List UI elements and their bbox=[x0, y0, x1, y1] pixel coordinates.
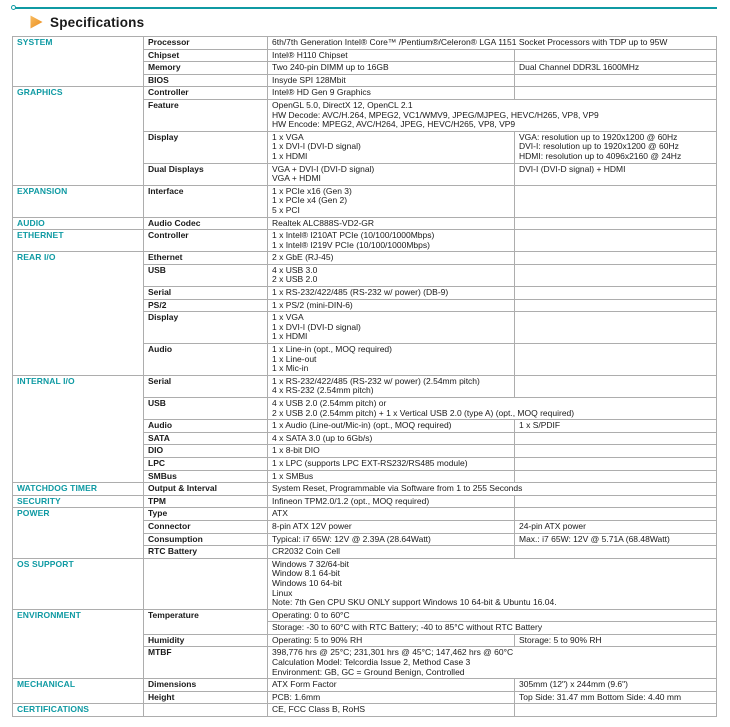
spec-label: Audio bbox=[144, 420, 268, 433]
spec-line: 1 x LPC (supports LPC EXT-RS232/RS485 module) bbox=[272, 457, 468, 468]
spec-value-right bbox=[515, 691, 717, 704]
spec-line: 4 x RS-232 (2.54mm pitch) bbox=[272, 385, 374, 396]
spec-line: 1 x VGA bbox=[272, 312, 304, 323]
spec-label: DIO bbox=[144, 445, 268, 458]
category-internal-i-o: INTERNAL I/O bbox=[13, 375, 144, 482]
spec-value-right bbox=[515, 432, 717, 445]
spec-line: 4 x SATA 3.0 (up to 6Gb/s) bbox=[272, 432, 373, 443]
spec-line: 1 x Line-in (opt., MOQ required) bbox=[272, 344, 392, 355]
spec-value bbox=[268, 470, 515, 483]
spec-line: 8-pin ATX 12V power bbox=[272, 520, 352, 531]
spec-line: 1 x Mic-in bbox=[272, 363, 309, 374]
spec-line: System Reset, Programmable via Software from 1 to 255 Seconds bbox=[272, 483, 523, 494]
spec-line: 305mm (12") x 244mm (9.6") bbox=[519, 679, 629, 690]
spec-value bbox=[268, 445, 515, 458]
spec-value-right bbox=[515, 185, 717, 217]
spec-value bbox=[268, 375, 515, 397]
spec-label: Connector bbox=[144, 520, 268, 533]
spec-line: HW Decode: AVC/H.264, MPEG2, VC1/WMV9, JPEG/MJPEG, HEVC/H265, VP8, VP9 bbox=[272, 109, 599, 120]
spec-row bbox=[13, 87, 717, 100]
spec-line: 4 x USB 2.0 (2.54mm pitch) or bbox=[272, 398, 387, 408]
spec-label: PS/2 bbox=[144, 299, 268, 312]
spec-row bbox=[13, 558, 717, 609]
spec-line: Operating: 5 to 90% RH bbox=[272, 634, 363, 645]
spec-value bbox=[268, 62, 515, 75]
spec-value-right bbox=[515, 344, 717, 376]
spec-line: Typical: i7 65W: 12V @ 2.39A (28.64Watt) bbox=[272, 533, 431, 544]
spec-value-right bbox=[515, 445, 717, 458]
spec-label: Dimensions bbox=[144, 679, 268, 692]
spec-label: Serial bbox=[144, 287, 268, 300]
spec-row bbox=[13, 508, 717, 521]
spec-label: Humidity bbox=[144, 634, 268, 647]
spec-line: 1 x PCIe x4 (Gen 2) bbox=[272, 195, 348, 206]
category-mechanical: MECHANICAL bbox=[13, 679, 144, 704]
spec-value bbox=[268, 679, 515, 692]
spec-value-right bbox=[515, 375, 717, 397]
spec-row bbox=[13, 679, 717, 692]
section-header bbox=[30, 14, 730, 30]
category-os-support: OS SUPPORT bbox=[13, 558, 144, 609]
spec-line: ATX bbox=[272, 508, 288, 519]
spec-value bbox=[268, 432, 515, 445]
spec-label: Ethernet bbox=[144, 252, 268, 265]
category-system: SYSTEM bbox=[13, 37, 144, 87]
spec-label: Display bbox=[144, 312, 268, 344]
spec-value bbox=[268, 634, 515, 647]
spec-row bbox=[13, 252, 717, 265]
spec-label: Processor bbox=[144, 37, 268, 50]
spec-line: Environment: GB, GC = Ground Benign, Controlled bbox=[272, 666, 465, 677]
spec-line: 1 x PS/2 (mini-DIN-6) bbox=[272, 299, 353, 310]
spec-value-right bbox=[515, 230, 717, 252]
specifications-table bbox=[12, 36, 717, 717]
spec-row bbox=[13, 375, 717, 397]
category-ethernet: ETHERNET bbox=[13, 230, 144, 252]
spec-value-right bbox=[515, 217, 717, 230]
spec-label: Temperature bbox=[144, 609, 268, 634]
spec-line: 4 x USB 3.0 bbox=[272, 264, 318, 275]
spec-value bbox=[268, 546, 515, 559]
spec-label: BIOS bbox=[144, 74, 268, 87]
spec-value-right bbox=[515, 299, 717, 312]
spec-row bbox=[13, 483, 717, 496]
spec-label: RTC Battery bbox=[144, 546, 268, 559]
category-power: POWER bbox=[13, 508, 144, 558]
spec-value bbox=[268, 520, 515, 533]
spec-label: Type bbox=[144, 508, 268, 521]
spec-label: MTBF bbox=[144, 647, 268, 679]
spec-value-right bbox=[515, 679, 717, 692]
spec-value-right bbox=[515, 74, 717, 87]
spec-line: VGA + HDMI bbox=[272, 173, 321, 184]
spec-value bbox=[268, 49, 515, 62]
spec-row bbox=[13, 704, 717, 717]
spec-label: Chipset bbox=[144, 49, 268, 62]
spec-value bbox=[268, 312, 515, 344]
category-rear-i-o: REAR I/O bbox=[13, 252, 144, 376]
spec-line: Insyde SPI 128Mbit bbox=[272, 74, 346, 85]
category-expansion: EXPANSION bbox=[13, 185, 144, 217]
spec-value-right bbox=[515, 287, 717, 300]
spec-line: ATX Form Factor bbox=[272, 679, 337, 690]
category-graphics: GRAPHICS bbox=[13, 87, 144, 185]
spec-label: SATA bbox=[144, 432, 268, 445]
spec-sheet-page bbox=[0, 7, 730, 727]
spec-line: 2 x USB 2.0 bbox=[272, 274, 318, 285]
spec-value-right bbox=[515, 420, 717, 433]
spec-line: 1 x Audio (Line-out/Mic-in) (opt., MOQ required) bbox=[272, 420, 452, 431]
spec-label: LPC bbox=[144, 457, 268, 470]
spec-line: Linux bbox=[272, 587, 293, 598]
spec-row bbox=[13, 37, 717, 50]
spec-line: OpenGL 5.0, DirectX 12, OpenCL 2.1 bbox=[272, 99, 413, 110]
category-watchdog-timer: WATCHDOG TIMER bbox=[13, 483, 144, 496]
spec-value bbox=[268, 230, 515, 252]
spec-line: CE, FCC Class B, RoHS bbox=[272, 704, 366, 715]
spec-row bbox=[13, 609, 717, 622]
spec-label: SMBus bbox=[144, 470, 268, 483]
spec-line: 1 x RS-232/422/485 (RS-232 w/ power) (2.54mm pitch) bbox=[272, 375, 480, 386]
spec-value bbox=[268, 609, 717, 622]
spec-value bbox=[268, 558, 717, 609]
spec-line: 1 x HDMI bbox=[272, 331, 308, 342]
spec-value bbox=[268, 398, 717, 420]
spec-value-right bbox=[515, 49, 717, 62]
spec-value-right bbox=[515, 533, 717, 546]
spec-value-right bbox=[515, 508, 717, 521]
spec-value-right bbox=[515, 457, 717, 470]
spec-line: 6th/7th Generation Intel® Core™ /Pentium®/Celeron® LGA 1151 Socket Processors with TDP up to 95W bbox=[272, 37, 668, 47]
spec-line: Intel® H110 Chipset bbox=[272, 49, 348, 60]
spec-value bbox=[268, 163, 515, 185]
spec-line: 1 x Line-out bbox=[272, 353, 317, 364]
spec-label: Controller bbox=[144, 230, 268, 252]
spec-line: Windows 7 32/64-bit bbox=[272, 558, 350, 569]
spec-label: Audio Codec bbox=[144, 217, 268, 230]
spec-label: Output & Interval bbox=[144, 483, 268, 496]
spec-line: Top Side: 31.47 mm Bottom Side: 4.40 mm bbox=[519, 691, 682, 702]
spec-label: USB bbox=[144, 398, 268, 420]
spec-value-right bbox=[515, 87, 717, 100]
spec-line: Max.: i7 65W: 12V @ 5.71A (68.48Watt) bbox=[519, 533, 670, 544]
spec-line: 1 x Intel® I210AT PCIe (10/100/1000Mbps) bbox=[272, 230, 435, 241]
spec-label: Controller bbox=[144, 87, 268, 100]
spec-value bbox=[268, 217, 515, 230]
spec-row bbox=[13, 185, 717, 217]
spec-line: PCB: 1.6mm bbox=[272, 691, 321, 702]
spec-value bbox=[268, 508, 515, 521]
spec-value-right bbox=[515, 252, 717, 265]
spec-value bbox=[268, 74, 515, 87]
spec-label bbox=[144, 704, 268, 717]
spec-line: 2 x USB 2.0 (2.54mm pitch) + 1 x Vertical USB 2.0 (type A) (opt., MOQ required) bbox=[272, 407, 575, 418]
spec-label: Dual Displays bbox=[144, 163, 268, 185]
spec-row bbox=[13, 230, 717, 252]
spec-line: Window 8.1 64-bit bbox=[272, 568, 341, 579]
spec-value bbox=[268, 420, 515, 433]
category-audio: AUDIO bbox=[13, 217, 144, 230]
spec-row bbox=[13, 217, 717, 230]
spec-line: Note: 7th Gen CPU SKU ONLY support Windows 10 64-bit & Ubuntu 16.04. bbox=[272, 597, 557, 608]
spec-value bbox=[268, 287, 515, 300]
spec-line: DVI-I (DVI-D signal) + HDMI bbox=[519, 163, 626, 174]
spec-value bbox=[268, 252, 515, 265]
spec-value bbox=[268, 704, 515, 717]
spec-label bbox=[144, 558, 268, 609]
spec-value bbox=[268, 185, 515, 217]
spec-label: Interface bbox=[144, 185, 268, 217]
spec-line: 2 x GbE (RJ-45) bbox=[272, 252, 334, 263]
spec-label: Feature bbox=[144, 99, 268, 131]
spec-value bbox=[268, 495, 515, 508]
spec-value bbox=[268, 87, 515, 100]
spec-label: Height bbox=[144, 691, 268, 704]
spec-value-right bbox=[515, 131, 717, 163]
spec-line: 1 x Intel® I219V PCIe (10/100/1000Mbps) bbox=[272, 239, 430, 250]
spec-line: 1 x SMBus bbox=[272, 470, 314, 481]
section-arrow-icon bbox=[30, 15, 43, 29]
spec-line: CR2032 Coin Cell bbox=[272, 546, 341, 557]
spec-line: Intel® HD Gen 9 Graphics bbox=[272, 87, 371, 98]
spec-value bbox=[268, 264, 515, 286]
spec-line: HDMI: resolution up to 4096x2160 @ 24Hz bbox=[519, 150, 682, 161]
category-certifications: CERTIFICATIONS bbox=[13, 704, 144, 717]
spec-line: 5 x PCI bbox=[272, 204, 300, 215]
spec-value bbox=[268, 533, 515, 546]
spec-value-right bbox=[515, 495, 717, 508]
spec-value-right bbox=[515, 546, 717, 559]
spec-value-right bbox=[515, 634, 717, 647]
spec-value bbox=[268, 622, 717, 635]
spec-value bbox=[268, 344, 515, 376]
spec-line: 1 x DVI-I (DVI-D signal) bbox=[272, 321, 361, 332]
spec-value bbox=[268, 691, 515, 704]
spec-label: TPM bbox=[144, 495, 268, 508]
spec-value-right bbox=[515, 520, 717, 533]
spec-label: Display bbox=[144, 131, 268, 163]
spec-value-right bbox=[515, 163, 717, 185]
spec-line: Operating: 0 to 60°C bbox=[272, 609, 350, 620]
spec-label: USB bbox=[144, 264, 268, 286]
spec-line: 1 x PCIe x16 (Gen 3) bbox=[272, 185, 352, 196]
spec-value-right bbox=[515, 62, 717, 75]
line-end-circle-icon bbox=[11, 5, 16, 10]
spec-line: Dual Channel DDR3L 1600MHz bbox=[519, 62, 640, 73]
spec-line: 24-pin ATX power bbox=[519, 520, 586, 531]
spec-line: 1 x DVI-I (DVI-D signal) bbox=[272, 141, 361, 152]
spec-line: 1 x VGA bbox=[272, 131, 304, 142]
spec-line: 1 x S/PDIF bbox=[519, 420, 561, 431]
category-security: SECURITY bbox=[13, 495, 144, 508]
spec-line: Infineon TPM2.0/1.2 (opt., MOQ required) bbox=[272, 495, 430, 506]
spec-value-right bbox=[515, 470, 717, 483]
top-divider-line bbox=[14, 7, 717, 9]
spec-value bbox=[268, 457, 515, 470]
spec-label: Serial bbox=[144, 375, 268, 397]
spec-line: Windows 10 64-bit bbox=[272, 577, 342, 588]
spec-line: Two 240-pin DIMM up to 16GB bbox=[272, 62, 389, 73]
spec-value-right bbox=[515, 312, 717, 344]
spec-line: HW Encode: MPEG2, AVC/H264, JPEG, HEVC/H265, VP8, VP9 bbox=[272, 119, 516, 130]
spec-value bbox=[268, 99, 717, 131]
spec-line: Realtek ALC888S-VD2-GR bbox=[272, 217, 375, 228]
spec-line: Storage: 5 to 90% RH bbox=[519, 634, 602, 645]
spec-line: Calculation Model: Telcordia Issue 2, Method Case 3 bbox=[272, 657, 471, 668]
spec-value bbox=[268, 131, 515, 163]
spec-value bbox=[268, 647, 717, 679]
spec-line: Storage: -30 to 60°C with RTC Battery; -40 to 85°C without RTC Battery bbox=[272, 622, 543, 633]
spec-line: 1 x HDMI bbox=[272, 150, 308, 161]
page-title: Specifications bbox=[50, 14, 145, 30]
spec-value bbox=[268, 299, 515, 312]
spec-line: VGA + DVI-I (DVI-D signal) bbox=[272, 163, 375, 174]
spec-label: Audio bbox=[144, 344, 268, 376]
spec-line: DVI-I: resolution up to 1920x1200 @ 60Hz bbox=[519, 141, 679, 152]
spec-label: Consumption bbox=[144, 533, 268, 546]
spec-value bbox=[268, 37, 717, 50]
spec-line: 398,776 hrs @ 25°C; 231,301 hrs @ 45°C; 147,462 hrs @ 60°C bbox=[272, 647, 514, 658]
spec-value-right bbox=[515, 264, 717, 286]
spec-label: Memory bbox=[144, 62, 268, 75]
spec-line: 1 x 8-bit DIO bbox=[272, 445, 320, 456]
spec-line: 1 x RS-232/422/485 (RS-232 w/ power) (DB-9) bbox=[272, 287, 449, 298]
category-environment: ENVIRONMENT bbox=[13, 609, 144, 679]
spec-row bbox=[13, 495, 717, 508]
spec-value bbox=[268, 483, 717, 496]
spec-line: VGA: resolution up to 1920x1200 @ 60Hz bbox=[519, 131, 678, 142]
spec-value-right bbox=[515, 704, 717, 717]
